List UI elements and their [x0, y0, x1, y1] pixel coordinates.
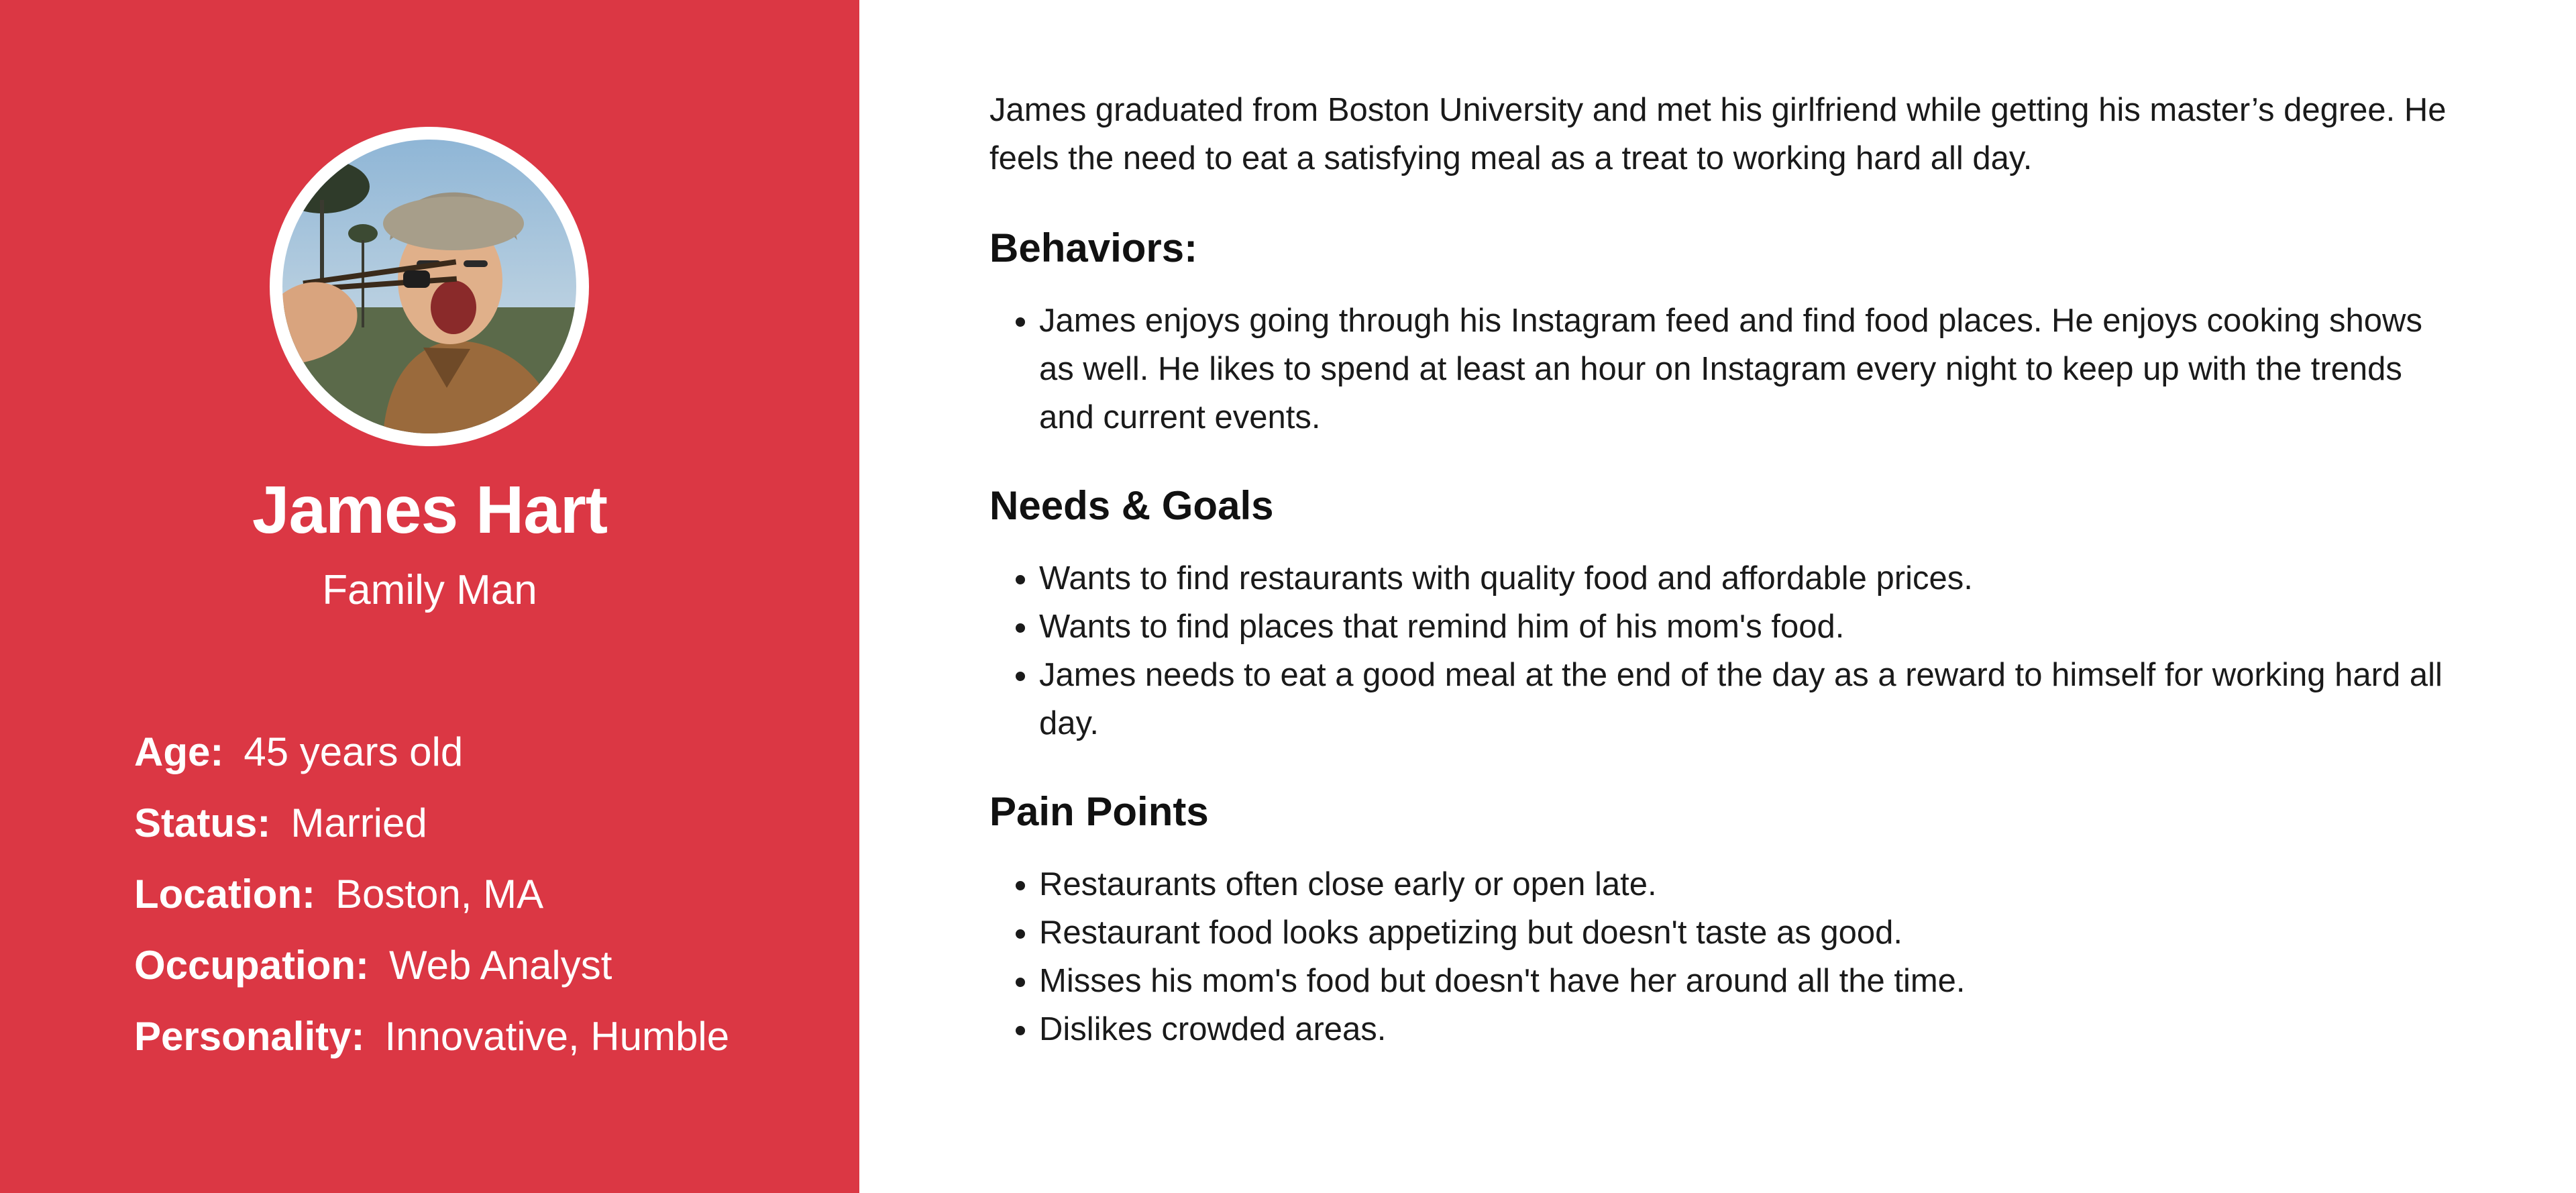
- fact-age: [134, 717, 729, 788]
- persona-sidebar: [0, 0, 859, 1193]
- fact-label: Age:: [134, 729, 224, 774]
- fact-occupation: [134, 930, 729, 1001]
- fact-value: Married: [290, 800, 427, 845]
- list-item: • Misses his mom's food but doesn't have her around all the time.: [1039, 957, 2465, 1005]
- list-item: • Restaurants often close early or open late.: [1039, 860, 2465, 909]
- fact-personality: [134, 1001, 729, 1072]
- fact-label: Location:: [134, 872, 315, 917]
- fact-value: Innovative, Humble: [384, 1014, 730, 1059]
- list-item: • James enjoys going through his Instagram feed and find food places. He enjoys cooking shows as well. He likes to spend at least an hour on Instagram every night to keep up with the trends and current events.: [1039, 297, 2465, 442]
- fact-label: Personality:: [134, 1014, 365, 1059]
- list-item: • Restaurant food looks appetizing but doesn't taste as good.: [1039, 909, 2465, 957]
- persona-name: James Hart: [252, 472, 608, 548]
- bio-paragraph: James graduated from Boston University and met his girlfriend while getting his master’s degree. He feels the need to eat a satisfying meal as a treat to working hard all day.: [989, 92, 2447, 176]
- list-item: • James needs to eat a good meal at the end of the day as a reward to himself for working hard all day.: [1039, 651, 2465, 747]
- list-item: • Dislikes crowded areas.: [1039, 1005, 2465, 1053]
- behaviors-heading: Behaviors:: [989, 225, 1198, 270]
- avatar-photo: [282, 140, 576, 433]
- needs-goals-list: [989, 554, 2465, 747]
- fact-label: Occupation:: [134, 943, 370, 988]
- list-item: • Wants to find places that remind him of his mom's food.: [1039, 603, 2465, 651]
- pain-points-heading: Pain Points: [989, 789, 1209, 834]
- list-item: • Wants to find restaurants with quality food and affordable prices.: [1039, 554, 2465, 603]
- fact-location: [134, 859, 729, 930]
- persona-role: Family Man: [322, 567, 537, 613]
- persona-details: [989, 86, 2465, 1053]
- fact-value: 45 years old: [244, 729, 464, 774]
- fact-label: Status:: [134, 800, 271, 845]
- fact-status: [134, 788, 729, 859]
- needs-goals-heading: Needs & Goals: [989, 483, 1274, 528]
- fact-value: Web Analyst: [389, 943, 612, 988]
- persona-facts: [134, 717, 729, 1072]
- fact-value: Boston, MA: [335, 872, 544, 917]
- avatar: [270, 127, 589, 446]
- behaviors-list: [989, 297, 2465, 442]
- pain-points-list: [989, 860, 2465, 1053]
